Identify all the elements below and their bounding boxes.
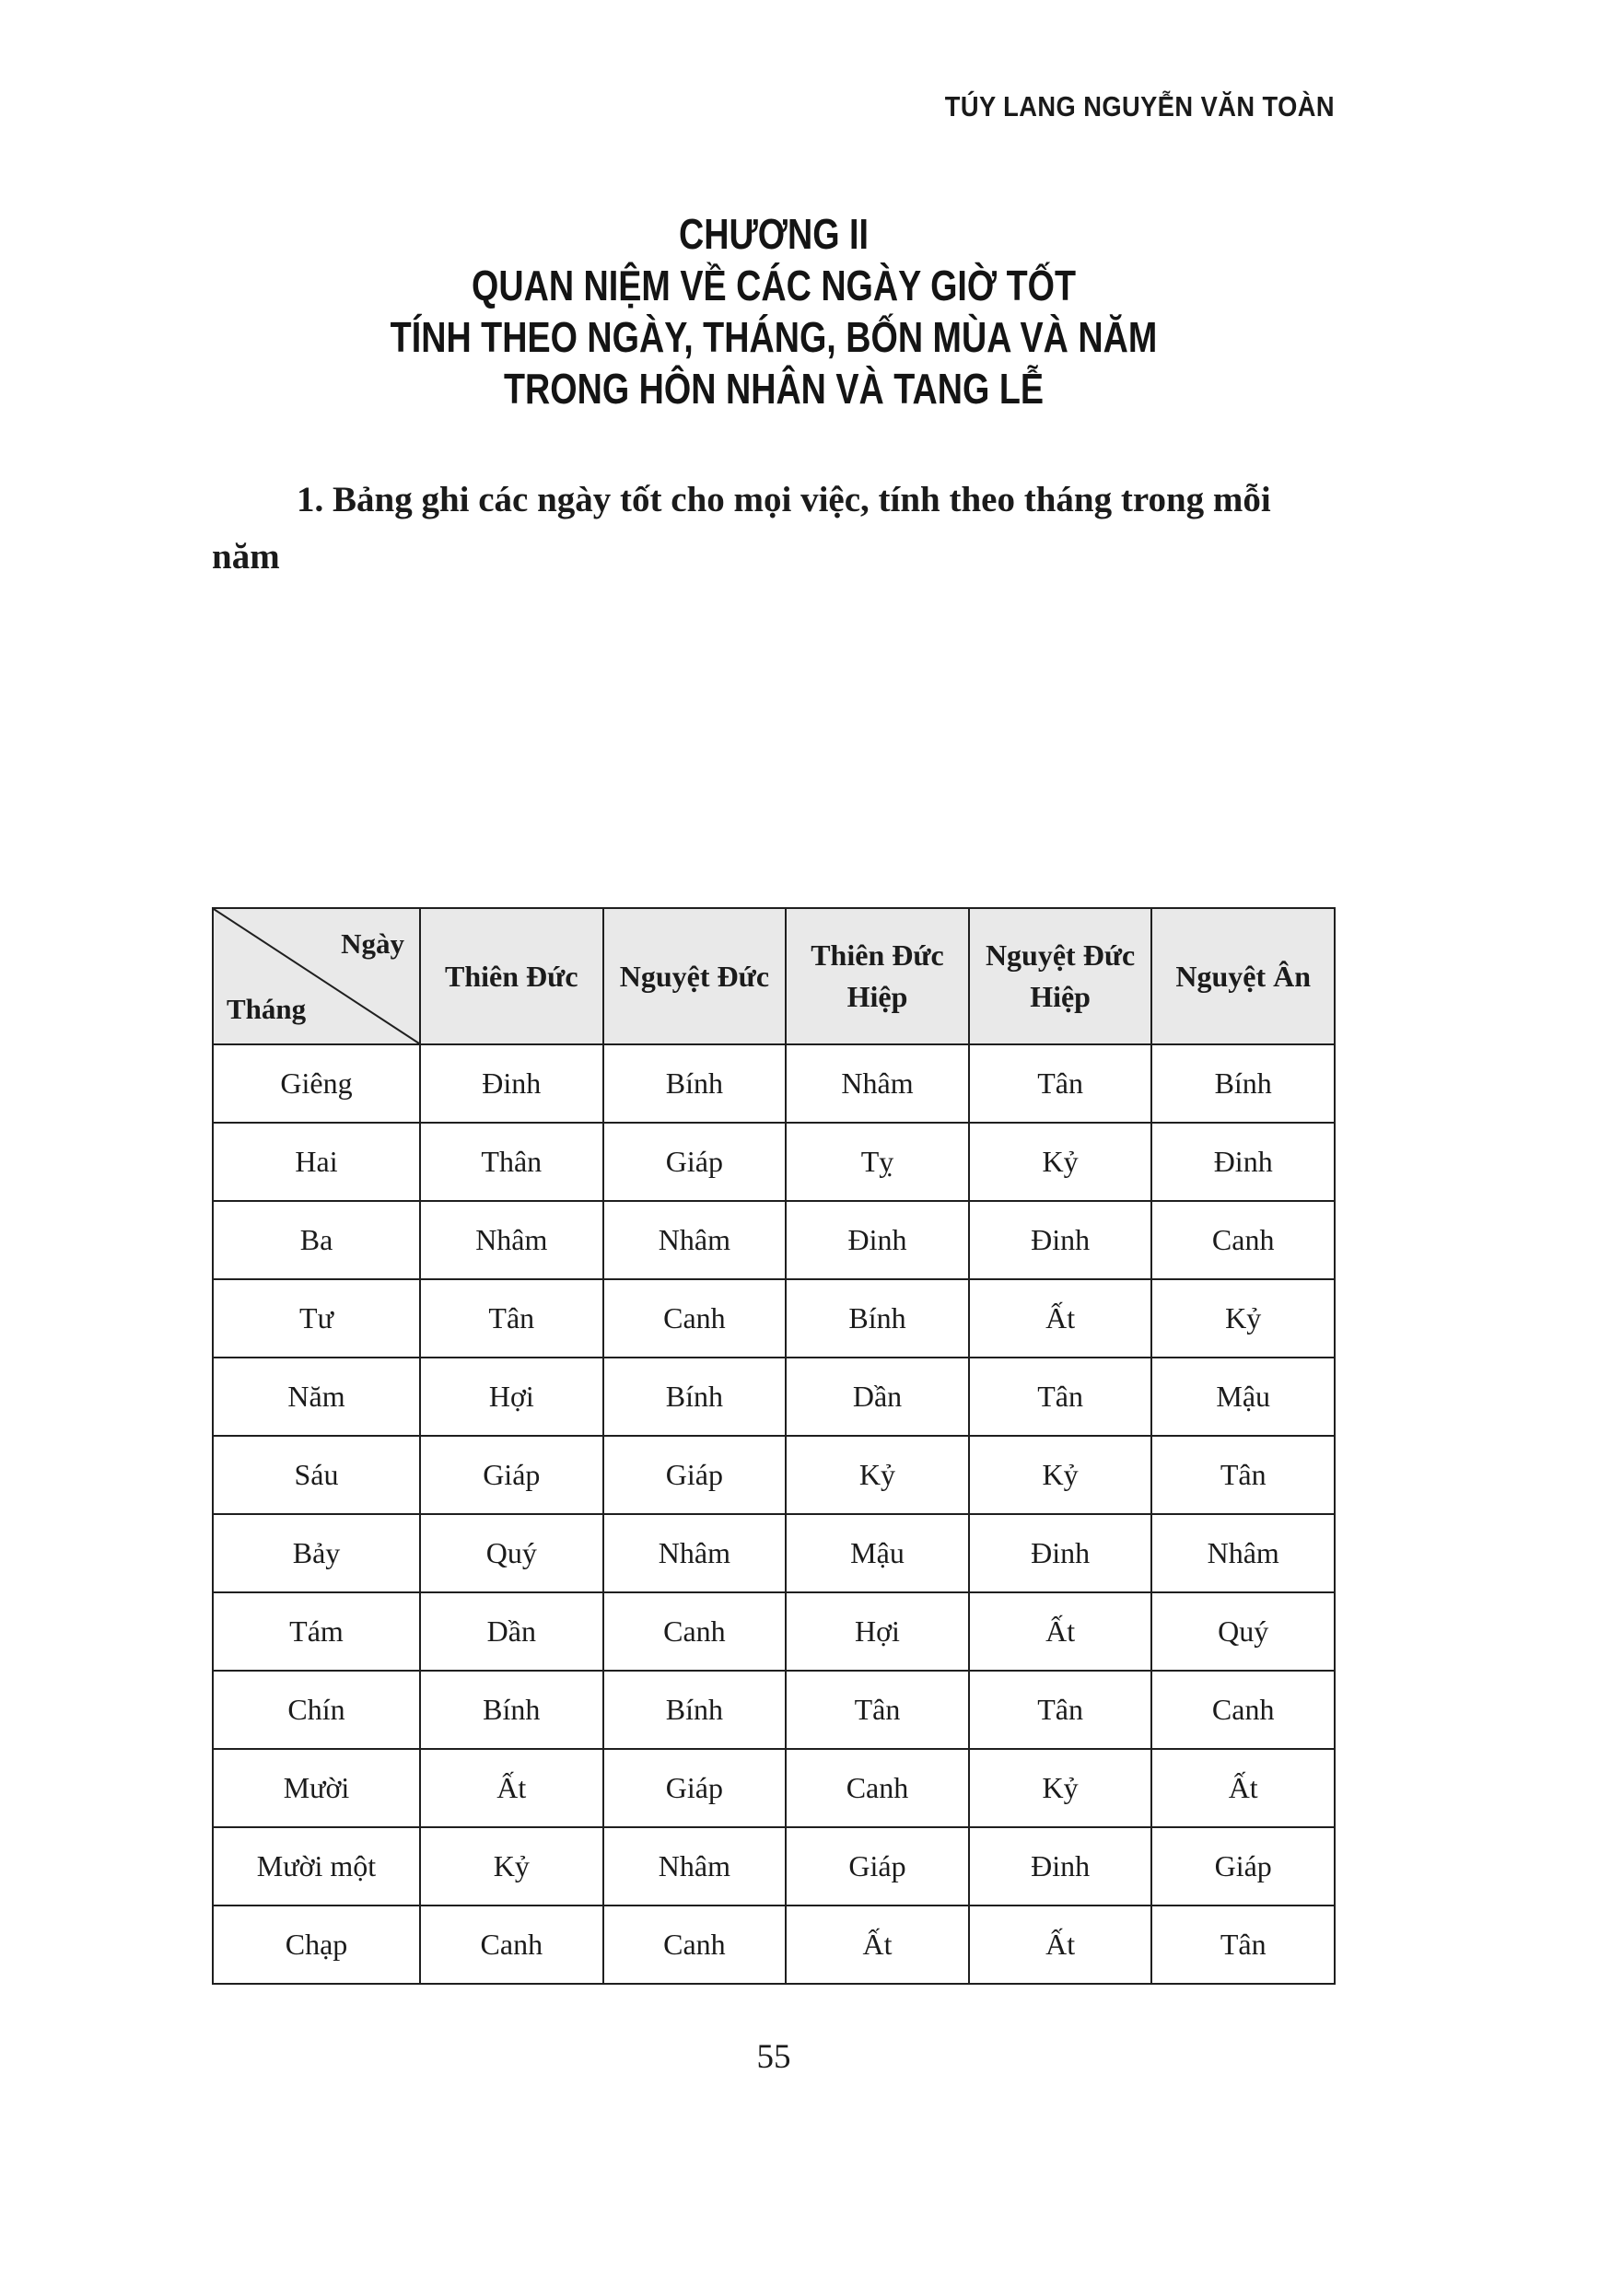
table-cell: Ất [969,1592,1152,1671]
table-cell: Canh [603,1279,787,1358]
table-cell: Đinh [1151,1123,1335,1201]
chapter-title-line: TRONG HÔN NHÂN VÀ TANG LỄ [503,365,1045,413]
table-cell: Giáp [1151,1827,1335,1906]
month-cell: Bảy [213,1514,420,1592]
table-row [213,1592,1335,1671]
table-cell: Tân [1151,1436,1335,1514]
table-cell: Dần [420,1592,603,1671]
month-cell: Giêng [213,1044,420,1123]
table-cell: Kỷ [786,1436,969,1514]
month-cell: Mười [213,1749,420,1827]
table-cell: Mậu [786,1514,969,1592]
corner-label-day: Ngày [341,927,404,960]
table-cell: Kỷ [969,1436,1152,1514]
corner-header-cell [213,908,420,1044]
table-row [213,1436,1335,1514]
table-cell: Hợi [420,1358,603,1436]
table-cell: Bính [603,1044,787,1123]
table-cell: Kỷ [969,1123,1152,1201]
table-cell: Giáp [603,1749,787,1827]
table-row [213,1123,1335,1201]
table-cell: Nhâm [786,1044,969,1123]
table-cell: Ất [969,1279,1152,1358]
table-cell: Nhâm [420,1201,603,1279]
table-cell: Bính [1151,1044,1335,1123]
corner-label-month: Tháng [227,992,307,1025]
table-cell: Nhâm [1151,1514,1335,1592]
table-cell: Nhâm [603,1201,787,1279]
month-cell: Hai [213,1123,420,1201]
table-row [213,1906,1335,1984]
chapter-title-line: TÍNH THEO NGÀY, THÁNG, BỐN MÙA VÀ NĂM [390,313,1158,361]
table-cell: Canh [603,1906,787,1984]
month-cell: Tám [213,1592,420,1671]
table-cell: Bính [603,1358,787,1436]
column-header: Thiên Đức [420,908,603,1044]
table-row [213,1514,1335,1592]
table-cell: Canh [786,1749,969,1827]
table-row [213,1671,1335,1749]
month-cell: Năm [213,1358,420,1436]
table-cell: Bính [420,1671,603,1749]
column-header: Nguyệt Đức Hiệp [969,908,1152,1044]
table-cell: Tỵ [786,1123,969,1201]
table-cell: Kỷ [420,1827,603,1906]
table-header-row [213,908,1335,1044]
table-cell: Tân [1151,1906,1335,1984]
table-cell: Tân [420,1279,603,1358]
table-cell: Dần [786,1358,969,1436]
table-cell: Ất [969,1906,1152,1984]
month-cell: Chín [213,1671,420,1749]
page-number: 55 [756,2038,791,2076]
chapter-title [212,208,1336,414]
table-cell: Giáp [603,1123,787,1201]
table-cell: Đinh [969,1827,1152,1906]
table-body [213,1044,1335,1984]
table-cell: Quý [420,1514,603,1592]
table-cell: Tân [969,1358,1152,1436]
month-cell: Ba [213,1201,420,1279]
chapter-title-line: QUAN NIỆM VỀ CÁC NGÀY GIỜ TỐT [472,262,1076,309]
chapter-title-line: CHƯƠNG II [679,210,869,258]
good-days-table [212,907,1336,1985]
table-cell: Kỷ [1151,1279,1335,1358]
month-cell: Mười một [213,1827,420,1906]
table-cell: Giáp [603,1436,787,1514]
table-cell: Tân [969,1044,1152,1123]
table-cell: Bính [786,1279,969,1358]
table-cell: Đinh [786,1201,969,1279]
table-row [213,1827,1335,1906]
table-cell: Tân [969,1671,1152,1749]
table-cell: Canh [1151,1201,1335,1279]
table-row [213,1749,1335,1827]
table-row [213,1358,1335,1436]
table-cell: Bính [603,1671,787,1749]
table-cell: Canh [603,1592,787,1671]
table-cell: Đinh [969,1201,1152,1279]
table-cell: Nhâm [603,1827,787,1906]
month-cell: Tư [213,1279,420,1358]
section-heading: 1. Bảng ghi các ngày tốt cho mọi việc, tính theo tháng trong mỗi năm [212,480,1271,577]
column-header: Nguyệt Ân [1151,908,1335,1044]
month-cell: Chạp [213,1906,420,1984]
table-cell: Nhâm [603,1514,787,1592]
table-cell: Canh [420,1906,603,1984]
column-header: Nguyệt Đức [603,908,787,1044]
month-cell: Sáu [213,1436,420,1514]
column-header: Thiên Đức Hiệp [786,908,969,1044]
table-cell: Ất [420,1749,603,1827]
table-cell: Mậu [1151,1358,1335,1436]
table-row [213,1201,1335,1279]
table-cell: Thân [420,1123,603,1201]
table-cell: Ất [1151,1749,1335,1827]
running-header: TÚY LANG NGUYỄN VĂN TOÀN [944,90,1335,122]
table-row [213,1044,1335,1123]
table-cell: Đinh [969,1514,1152,1592]
table-cell: Kỷ [969,1749,1152,1827]
table-cell: Hợi [786,1592,969,1671]
table-cell: Ất [786,1906,969,1984]
table-cell: Canh [1151,1671,1335,1749]
table-cell: Giáp [420,1436,603,1514]
table-cell: Quý [1151,1592,1335,1671]
table-cell: Giáp [786,1827,969,1906]
table-cell: Đinh [420,1044,603,1123]
table-cell: Tân [786,1671,969,1749]
table-row [213,1279,1335,1358]
